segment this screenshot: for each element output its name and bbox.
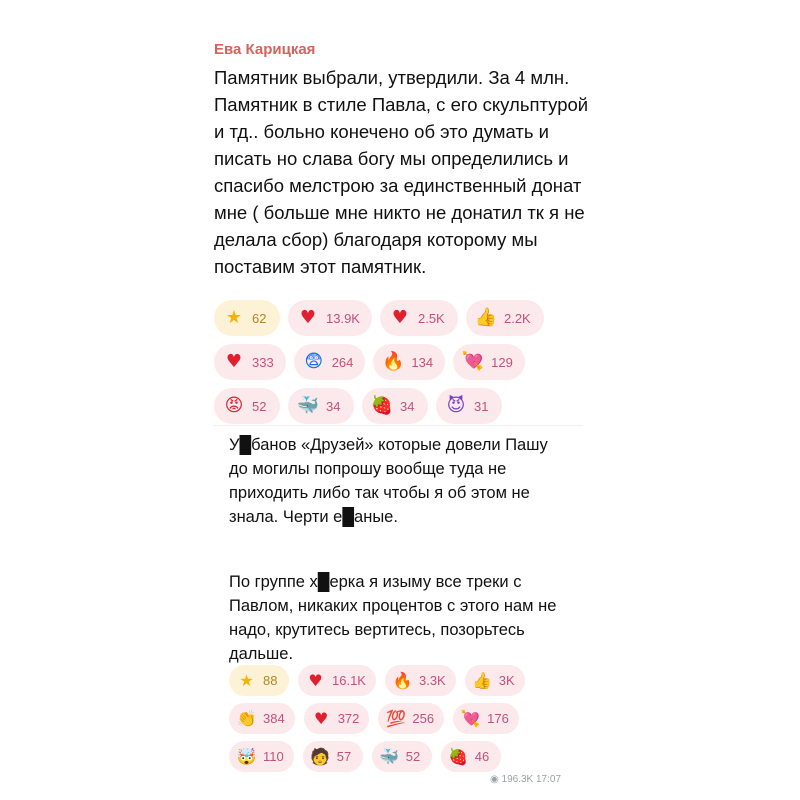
reaction-count: 52	[405, 749, 421, 764]
person-laptop-icon: 🧑	[310, 746, 331, 766]
reaction-chip-heart[interactable]	[298, 665, 376, 696]
fire-icon: 🔥	[392, 670, 413, 690]
reaction-chip-anxious-face[interactable]	[294, 344, 366, 380]
reaction-count: 3K	[498, 673, 515, 688]
reaction-chip-whale[interactable]	[372, 741, 432, 772]
strawberry-icon: 🍓	[370, 395, 394, 416]
heart-arrow-icon: 💘	[460, 708, 481, 728]
reaction-count: 34	[400, 398, 415, 414]
reaction-chip-devil-face[interactable]	[436, 388, 502, 424]
reaction-count: 134	[411, 354, 434, 370]
reaction-chip-thumbs-up[interactable]	[465, 665, 525, 696]
reaction-count: 62	[252, 310, 267, 326]
reaction-row	[229, 703, 525, 734]
reaction-chip-strawberry[interactable]	[362, 388, 428, 424]
reaction-chip-heart[interactable]	[288, 300, 372, 336]
reaction-chip-heart-on-fire[interactable]	[214, 344, 286, 380]
reaction-count: 46	[474, 749, 490, 764]
whale-icon: 🐳	[379, 746, 400, 766]
message-text-3: По группе х█ерка я изыму все треки с Павлом, никаких процентов с этого нам не надо, крутитесь вертитесь, позорьтесь дальше.	[229, 573, 557, 663]
reaction-chip-whale[interactable]	[288, 388, 354, 424]
reaction-chip-star[interactable]	[229, 665, 289, 696]
reaction-count: 13.9K	[326, 310, 360, 326]
heart-icon: ♥	[299, 307, 317, 328]
clapping-hands-icon: 👏	[236, 708, 257, 728]
reaction-count: 31	[474, 398, 489, 414]
reaction-chip-broken-heart[interactable]	[304, 703, 370, 734]
heart-arrow-icon: 💘	[461, 351, 485, 372]
reaction-row	[229, 665, 525, 696]
reaction-count: 372	[337, 711, 360, 726]
reaction-chip-person-laptop[interactable]	[303, 741, 363, 772]
reaction-count: 129	[491, 354, 513, 370]
reaction-count: 2.5K	[417, 310, 445, 326]
star-icon: ★	[225, 307, 243, 328]
exploding-head-icon: 🤯	[236, 746, 257, 766]
anxious-face-icon: 😨	[304, 351, 324, 372]
thumbs-up-icon: 👍	[472, 670, 493, 690]
message-text-2: У█банов «Друзей» которые довели Пашу до могилы попрошу вообще туда не приходить либо так чтобы я об этом не знала. Черти е█аные.	[229, 436, 548, 526]
reaction-chip-heart-arrow[interactable]	[453, 703, 519, 734]
reaction-count: 34	[326, 398, 341, 414]
strawberry-icon: 🍓	[448, 746, 469, 766]
reaction-count: 52	[252, 398, 267, 414]
sender-name[interactable]: Ева Карицкая	[214, 41, 316, 58]
reaction-chip-strawberry[interactable]	[441, 741, 501, 772]
reaction-count: 88	[263, 673, 278, 688]
reaction-count: 333	[252, 354, 274, 370]
reaction-count: 3.3K	[418, 673, 446, 688]
message-text-1: Памятник выбрали, утвердили. За 4 млн. Памятник в стиле Павла, с его скульптурой и тд.. больно конечено об это думать и писать но слава богу мы определились и спасибо мелстрою за единственный донат мне ( больше мне никто не донатил тк я не делала сбор) благодаря которому мы поставим этот памятник.	[214, 67, 589, 277]
reaction-row	[229, 741, 525, 772]
devil-face-icon: 😈	[446, 395, 466, 416]
hundred-points-icon: 💯	[385, 708, 406, 728]
reaction-row	[214, 300, 544, 336]
reaction-chip-broken-heart[interactable]	[380, 300, 458, 336]
reaction-chip-exploding-head[interactable]	[229, 741, 294, 772]
reaction-chip-angry-face[interactable]	[214, 388, 280, 424]
broken-heart-icon: ♥	[391, 307, 409, 328]
reaction-count: 264	[331, 354, 354, 370]
reaction-chip-thumbs-up[interactable]	[466, 300, 544, 336]
broken-heart-icon: ♥	[314, 708, 329, 728]
reaction-row	[214, 344, 544, 380]
reaction-chip-fire[interactable]	[373, 344, 445, 380]
reaction-count: 110	[263, 749, 284, 764]
heart-icon: ♥	[308, 670, 323, 690]
reaction-count: 57	[336, 749, 352, 764]
reaction-count: 16.1K	[332, 673, 366, 688]
thumbs-up-icon: 👍	[474, 307, 498, 328]
whale-icon: 🐳	[296, 395, 320, 416]
fire-icon: 🔥	[382, 351, 405, 372]
reaction-count: 384	[263, 711, 285, 726]
message-divider	[213, 425, 583, 426]
reaction-count: 2.2K	[503, 310, 531, 326]
heart-on-fire-icon: ♥	[225, 351, 243, 372]
angry-face-icon: 😡	[224, 395, 244, 416]
reaction-count: 256	[412, 711, 435, 726]
message-meta: ◉ 196.3K 17:07	[490, 774, 562, 785]
reaction-count: 176	[487, 711, 509, 726]
reactions-group-2	[229, 665, 525, 779]
reaction-chip-clapping-hands[interactable]	[229, 703, 295, 734]
reaction-chip-star[interactable]	[214, 300, 280, 336]
reaction-chip-hundred-points[interactable]	[378, 703, 444, 734]
reaction-row	[214, 388, 544, 424]
reaction-chip-heart-arrow[interactable]	[453, 344, 525, 380]
reactions-group-1	[214, 300, 544, 432]
reaction-chip-fire[interactable]	[385, 665, 456, 696]
star-icon: ★	[239, 670, 254, 690]
